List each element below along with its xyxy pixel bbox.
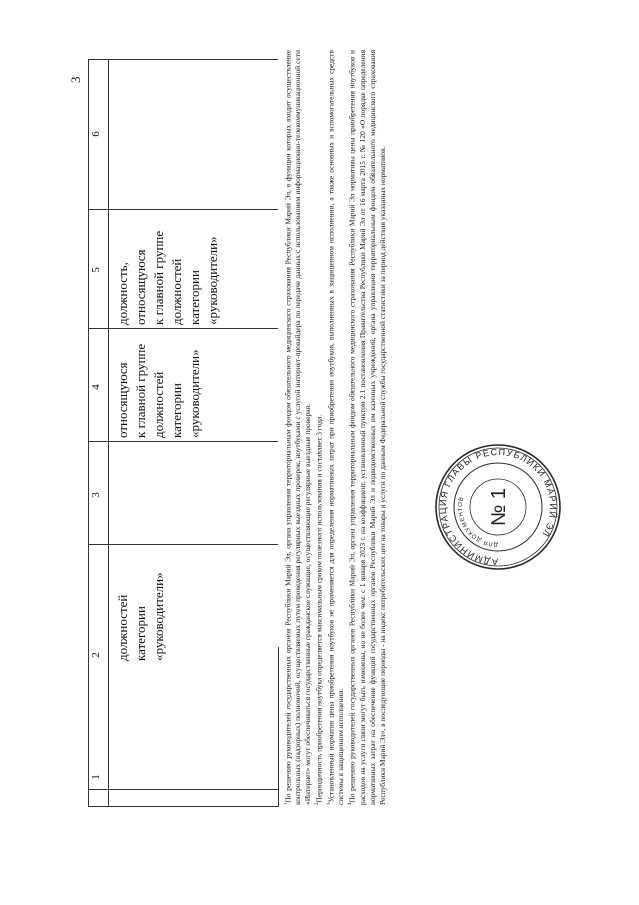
column-number-5: 5 (90, 267, 102, 273)
table-col-border (88, 209, 278, 210)
norms-table (88, 60, 278, 807)
cell-line: к главной группе (151, 230, 166, 325)
footnote-1 (282, 50, 313, 805)
cell-line: относящуюся (115, 362, 130, 438)
footnote-text: По решению руководителей государственных органов Республики Марий Эл, органа управления территориальным фондом обязательного медицинского страхования Республики Марий Эл нормативы цены приобретения ноутбуков и расходов на услуги связи могут быть изменены, но не более чем: с 1 января 2023 г. на коэффициент, установленный пунктом 2.1 постановления Правительства Республики Марий Эл от 16 марта 2015 г. № 120 «О порядке определения нормативных затрат на обеспечение функций государственных органов Республики Марий Эл и подведомственных им казенных учреждений, органа управления территориальным фондом обязательного медицинского страхования Республики Марий Эл», в последующие периоды - на индекс потребительских цен на товары и услуги по данным Федеральной службы государственной статистики за период действия указанных нормативов. (347, 50, 387, 805)
footnote-3 (325, 50, 346, 805)
column-number-2: 2 (90, 652, 102, 658)
footnote-mark: 4 (348, 802, 354, 805)
cell-line: должностей (169, 258, 184, 325)
footnote-text: Установленный норматив цены приобретения ноутбуков не применяется для определения нормативных затрат при приобретении ноутбуков, выполненных в защищенном исполнении, а также основных и вспомогательных средств системы в защищенном исполнении. (326, 50, 346, 805)
official-seal (432, 441, 564, 573)
cell-line: «руководители» (205, 236, 220, 325)
seal-outer-text: АДМИНИСТРАЦИЯ ГЛАВЫ РЕСПУБЛИКИ МАРИЙ ЭЛ (437, 446, 559, 568)
seal-center-text: № 1 (488, 487, 510, 527)
table-col-border (88, 328, 278, 329)
column-number-3: 3 (90, 492, 102, 498)
cell-col4 (114, 333, 204, 438)
footnote-text: Периодичность приобретения ноутбука определяется максимальным сроком полезного использования и составляет 3 года. (314, 414, 324, 803)
table-col-border (88, 544, 278, 545)
cell-col5 (114, 217, 222, 325)
cell-line: к главной группе (133, 343, 148, 438)
footnote-mark: 3 (326, 802, 332, 805)
footnote-text: По решению руководителей государственных органов Республики Марий Эл, органа управления территориальным фондом обязательного медицинского страхования Республики Марий Эл, в функции которых входит осуществление контрольных (надзорных) полномочий, осуществляемых путем проведения регулярных выездных проверок, ноутбуками с услугой интернет-провайдера по передаче данных с использованием информационно-телекоммуникационной сети «Интернет» могут обеспечиваться государственные гражданские служащие, осуществляющие регулярные выездные проверки. (283, 50, 313, 805)
cell-line: категории (187, 270, 202, 325)
page-number: 3 (68, 76, 83, 83)
seal-stamp-icon (432, 441, 564, 573)
table-top-border (88, 60, 89, 807)
column-number-4: 4 (90, 384, 102, 390)
footnote-separator (278, 647, 279, 807)
footnote-mark: 1 (284, 802, 289, 805)
footnote-mark: 2 (315, 802, 321, 805)
footnotes (282, 50, 388, 805)
column-number-6: 6 (90, 131, 102, 137)
column-number-1: 1 (90, 774, 102, 780)
cell-col2 (114, 549, 168, 661)
footnote-4 (346, 50, 387, 805)
cell-line: должностей (115, 594, 130, 661)
table-header-border (108, 60, 109, 807)
cell-line: «руководители» (151, 572, 166, 661)
cell-line: должностей (151, 371, 166, 438)
table-col-border (88, 806, 278, 807)
table-col-border (88, 789, 278, 790)
cell-line: должность, (115, 262, 130, 325)
table-col-border (88, 59, 278, 60)
seal-inner-text: ДЛЯ ДОКУМЕНТОВ (457, 495, 499, 548)
cell-line: «руководители» (187, 349, 202, 438)
footnote-2 (313, 50, 324, 805)
table-col-border (88, 441, 278, 442)
cell-line: относящуюся (133, 249, 148, 325)
cell-line: категории (169, 383, 184, 438)
cell-line: категории (133, 606, 148, 661)
